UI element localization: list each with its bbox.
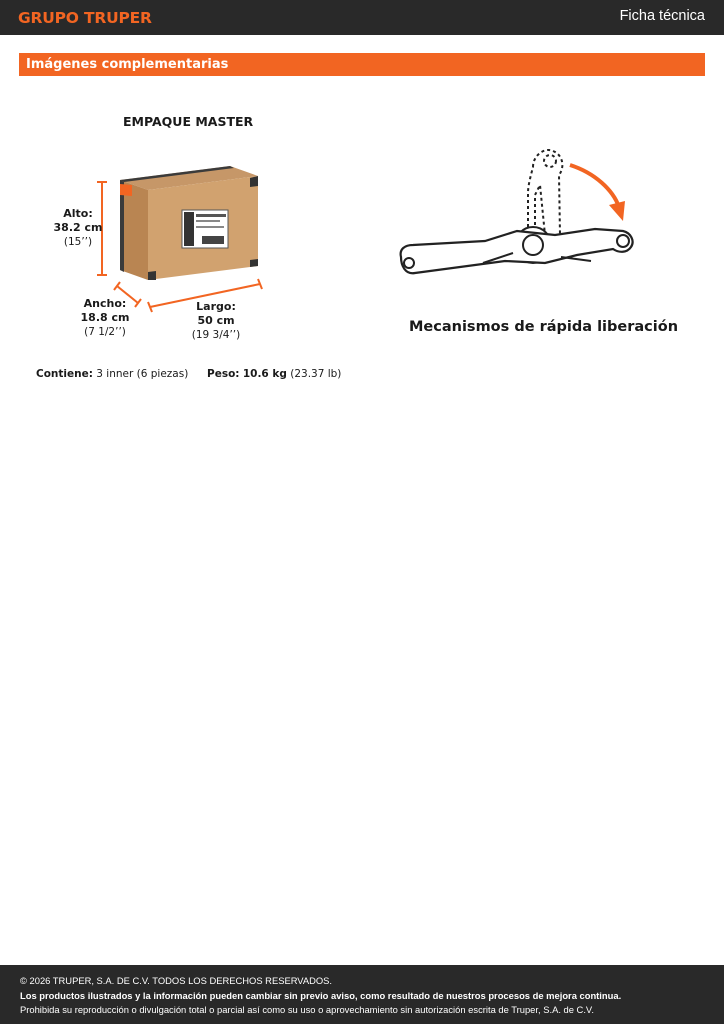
document-title: Ficha técnica	[619, 8, 705, 24]
footer-notice: Los productos ilustrados y la información pueden cambiar sin previo aviso, como resultado de nuestros procesos de mejora continua.	[20, 990, 622, 1001]
peso-value: 10.6 kg	[242, 368, 287, 380]
motion-arrow	[570, 165, 619, 207]
footer-rights: Prohibida su reproducción o divulgación total o parcial así como su uso o aprovechamiento sin autorización escrita de Truper, S.A. de C.V.	[20, 1004, 594, 1015]
feature-caption: Mecanismos de rápida liberación	[409, 319, 679, 335]
ancho-metric: 18.8 cm	[80, 311, 130, 324]
raised-handle-outline	[528, 150, 562, 235]
largo-imperial: (19 3/4’’)	[191, 329, 241, 341]
section-title: Imágenes complementarias	[26, 57, 229, 72]
footer-copyright: © 2026 TRUPER, S.A. DE C.V. TODOS LOS DERECHOS RESERVADOS.	[20, 975, 333, 986]
peso-row	[207, 367, 341, 381]
brand-logo: GRUPO TRUPER	[18, 9, 152, 27]
alto-imperial: (15’’)	[63, 236, 93, 248]
largo-metric: 50 cm	[197, 314, 235, 327]
alto-label: Alto:	[63, 207, 93, 220]
master-box-illustration	[90, 160, 280, 320]
ancho-imperial: (7 1/2’’)	[84, 326, 126, 338]
alto-metric: 38.2 cm	[53, 221, 103, 234]
packaging-title: EMPAQUE MASTER	[123, 114, 254, 129]
peso-extra: (23.37 lb)	[290, 368, 342, 380]
section-header	[19, 53, 705, 76]
contiene-value: 3 inner (6 piezas)	[96, 368, 189, 380]
ratchet-body	[401, 229, 633, 273]
peso-label: Peso:	[207, 368, 240, 380]
largo-label: Largo:	[196, 300, 236, 313]
quick-release-illustration	[395, 145, 645, 285]
ancho-label: Ancho:	[83, 297, 127, 310]
footer	[0, 965, 724, 1024]
contiene-label: Contiene:	[36, 368, 93, 380]
top-header-bar	[0, 0, 724, 35]
contiene-row	[36, 367, 188, 381]
